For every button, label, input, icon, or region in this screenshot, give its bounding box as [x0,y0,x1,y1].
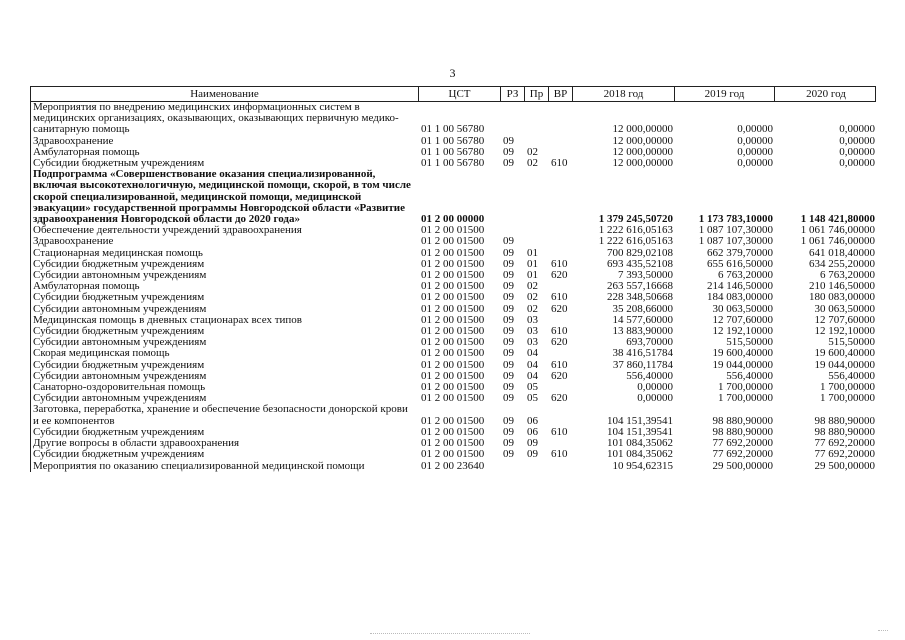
cell-name: Скорая медицинская помощь [33,347,170,360]
cell-2020: 1 061 746,00000 [800,224,875,237]
cell-name: Субсидии бюджетным учреждениям [33,448,205,461]
cell-2020: 30 063,50000 [814,302,875,315]
cell-name: Субсидии автономным учреждениям [33,302,207,315]
cell-rz: 09 [503,325,514,338]
cell-pr: 06 [527,414,538,427]
cell-name: Субсидии автономным учреждениям [33,269,207,282]
cell-vr: 620 [551,392,568,405]
cell-rz: 09 [503,448,514,461]
cell-2019: 1 087 107,30000 [698,235,773,248]
cell-2020: 515,50000 [828,336,875,349]
cell-cst: 01 2 00 01500 [421,246,485,259]
cell-vr: 610 [551,358,568,371]
table-row [31,348,876,359]
cell-2020: 6 763,20000 [820,269,875,282]
cell-name: Мероприятия по внедрению медицинских информационных систем в медицинских организациях, оказывающих, оказывающих первичную медико-санитарную помощь [33,101,399,136]
cell-2019: 98 880,90000 [712,414,773,427]
cell-name: Здравоохранение [33,134,114,147]
cell-cst: 01 1 00 56780 [421,123,485,136]
cell-cst: 01 2 00 01500 [421,437,485,450]
cell-cst: 01 2 00 01500 [421,302,485,315]
cell-cst: 01 2 00 01500 [421,414,485,427]
cell-rz: 09 [503,437,514,450]
cell-pr: 02 [527,145,538,158]
cell-2020: 1 700,00000 [820,381,875,394]
cell-pr: 01 [527,269,538,282]
cell-2018: 35 208,66000 [612,302,673,315]
cell-2019: 515,50000 [726,336,773,349]
cell-name: Субсидии бюджетным учреждениям [33,358,205,371]
cell-rz: 09 [503,347,514,360]
cell-2018: 10 954,62315 [612,459,673,472]
cell-cst: 01 2 00 01500 [421,313,485,326]
table-header [30,86,876,102]
cell-2020: 1 700,00000 [820,392,875,405]
cell-2020: 1 148 421,80000 [800,213,875,226]
cell-2020: 77 692,20000 [814,437,875,450]
cell-2019: 0,00000 [737,123,773,136]
cell-2019: 6 763,20000 [718,269,773,282]
cell-cst: 01 1 00 56780 [421,157,485,170]
cell-2020: 641 018,40000 [809,246,875,259]
header-vr: ВР [549,87,573,101]
cell-rz: 09 [503,358,514,371]
cell-pr: 09 [527,437,538,450]
cell-name: Санаторно-оздоровительная помощь [33,381,206,394]
cell-2019: 556,40000 [726,369,773,382]
cell-2019: 1 087 107,30000 [698,224,773,237]
header-2018: 2018 год [573,87,675,101]
cell-2018: 228 348,50668 [607,291,673,304]
cell-2019: 214 146,50000 [707,280,773,293]
cell-pr: 02 [527,291,538,304]
cell-2018: 1 222 616,05163 [598,224,673,237]
cell-pr: 04 [527,369,538,382]
cell-rz: 09 [503,369,514,382]
cell-rz: 09 [503,381,514,394]
cell-2019: 184 083,00000 [707,291,773,304]
cell-2019: 0,00000 [737,145,773,158]
cell-2018: 12 000,00000 [612,145,673,158]
cell-2019: 19 044,00000 [712,358,773,371]
cell-vr: 610 [551,291,568,304]
cell-2020: 98 880,90000 [814,414,875,427]
table-row [31,404,876,426]
cell-2019: 1 700,00000 [718,381,773,394]
cell-2019: 19 600,40000 [712,347,773,360]
cell-2020: 19 600,40000 [814,347,875,360]
cell-2019: 0,00000 [737,157,773,170]
cell-2018: 263 557,16668 [607,280,673,293]
cell-pr: 05 [527,381,538,394]
cell-vr: 610 [551,157,568,170]
cell-2020: 12 707,60000 [814,313,875,326]
cell-name: Субсидии автономным учреждениям [33,392,207,405]
cell-2019: 12 192,10000 [712,325,773,338]
cell-rz: 09 [503,257,514,270]
cell-2018: 101 084,35062 [607,437,673,450]
cell-2018: 14 577,60000 [612,313,673,326]
cell-2018: 104 151,39541 [607,425,673,438]
cell-name: Субсидии бюджетным учреждениям [33,425,205,438]
cell-vr: 610 [551,325,568,338]
cell-2020: 29 500,00000 [814,459,875,472]
cell-name: Субсидии бюджетным учреждениям [33,257,205,270]
cell-2019: 30 063,50000 [712,302,773,315]
table-row [31,102,876,136]
cell-2018: 0,00000 [637,381,673,394]
cell-2019: 1 173 783,10000 [698,213,773,226]
page-number: 3 [449,66,456,80]
cell-cst: 01 2 00 01500 [421,347,485,360]
cell-name: Стационарная медицинская помощь [33,246,203,259]
cell-2018: 1 379 245,50720 [598,213,673,226]
cell-2018: 700 829,02108 [607,246,673,259]
cell-2018: 693,70000 [626,336,673,349]
cell-name: Мероприятия по оказанию специализированной медицинской помощи [33,459,365,472]
cell-name: Здравоохранение [33,235,114,248]
cell-rz: 09 [503,145,514,158]
header-name: Наименование [31,87,419,101]
cell-cst: 01 2 00 01500 [421,392,485,405]
cell-name: Заготовка, переработка, хранение и обеспечение безопасности донорской крови и ее компонентов [33,403,408,427]
cell-2018: 38 416,51784 [612,347,673,360]
cell-2019: 29 500,00000 [712,459,773,472]
cell-2018: 12 000,00000 [612,123,673,136]
cell-pr: 01 [527,257,538,270]
cell-pr: 09 [527,448,538,461]
cell-rz: 09 [503,291,514,304]
cell-2020: 0,00000 [839,157,875,170]
cell-name: Субсидии автономным учреждениям [33,336,207,349]
cell-rz: 09 [503,313,514,326]
cell-cst: 01 2 00 01500 [421,325,485,338]
cell-cst: 01 2 00 01500 [421,257,485,270]
table-row [31,236,876,247]
cell-2020: 1 061 746,00000 [800,235,875,248]
bottom-scan-mark-right [878,630,888,635]
cell-rz: 09 [503,302,514,315]
cell-2018: 0,00000 [637,392,673,405]
cell-2020: 12 192,10000 [814,325,875,338]
cell-2019: 655 616,50000 [707,257,773,270]
cell-2020: 634 255,20000 [809,257,875,270]
cell-cst: 01 2 00 01500 [421,369,485,382]
cell-vr: 620 [551,302,568,315]
cell-2020: 210 146,50000 [809,280,875,293]
cell-name: Амбулаторная помощь [33,145,140,158]
cell-name: Другие вопросы в области здравоохранения [33,437,240,450]
cell-pr: 06 [527,425,538,438]
cell-2020: 77 692,20000 [814,448,875,461]
cell-pr: 05 [527,392,538,405]
cell-2020: 0,00000 [839,145,875,158]
cell-2019: 77 692,20000 [712,448,773,461]
header-pr: Пр [525,87,549,101]
cell-2018: 1 222 616,05163 [598,235,673,248]
cell-cst: 01 2 00 01500 [421,280,485,293]
cell-name: Субсидии бюджетным учреждениям [33,325,205,338]
cell-2019: 662 379,70000 [707,246,773,259]
cell-2018: 104 151,39541 [607,414,673,427]
header-rz: РЗ [501,87,525,101]
header-2020: 2020 год [806,88,846,100]
cell-vr: 620 [551,269,568,282]
cell-name: Подпрограмма «Совершенствование оказания специализированной, включая высокотехнологичную, медицинской помощи, скорой, в том числе скорой специализированной, медицинской помощи, медицинской эвакуации» государственной программы Новгородской области «Развитие здравоохранения Новгородской области до 2020 года» [33,168,411,226]
cell-name: Субсидии бюджетным учреждениям [33,291,205,304]
cell-cst: 01 1 00 56780 [421,145,485,158]
table-row [31,449,876,460]
cell-2020: 180 083,00000 [809,291,875,304]
table-row [31,461,876,472]
cell-vr: 610 [551,257,568,270]
cell-rz: 09 [503,414,514,427]
cell-2020: 0,00000 [839,134,875,147]
cell-cst: 01 2 00 01500 [421,336,485,349]
cell-2018: 12 000,00000 [612,157,673,170]
cell-2018: 37 860,11784 [612,358,673,371]
budget-table [30,86,876,472]
cell-2020: 19 044,00000 [814,358,875,371]
cell-2019: 98 880,90000 [712,425,773,438]
cell-2019: 1 700,00000 [718,392,773,405]
cell-pr: 04 [527,358,538,371]
cell-pr: 03 [527,336,538,349]
cell-cst: 01 1 00 56780 [421,134,485,147]
table-body [30,102,876,472]
bottom-scan-marks [370,633,530,636]
cell-2019: 77 692,20000 [712,437,773,450]
cell-pr: 03 [527,325,538,338]
cell-pr: 01 [527,246,538,259]
header-2019: 2019 год [675,87,775,101]
cell-pr: 03 [527,313,538,326]
cell-vr: 610 [551,448,568,461]
cell-pr: 02 [527,302,538,315]
cell-cst: 01 2 00 01500 [421,269,485,282]
cell-vr: 620 [551,369,568,382]
cell-rz: 09 [503,157,514,170]
cell-2018: 12 000,00000 [612,134,673,147]
cell-2020: 0,00000 [839,123,875,136]
cell-2020: 556,40000 [828,369,875,382]
cell-2018: 13 883,90000 [612,325,673,338]
header-cst: ЦСТ [419,87,501,101]
table-row [31,292,876,303]
cell-2018: 101 084,35062 [607,448,673,461]
cell-cst: 01 2 00 01500 [421,235,485,248]
cell-cst: 01 2 00 01500 [421,358,485,371]
cell-name: Медицинская помощь в дневных стационарах всех типов [33,313,302,326]
cell-2020: 98 880,90000 [814,425,875,438]
cell-rz: 09 [503,336,514,349]
cell-cst: 01 2 00 23640 [421,459,485,472]
cell-name: Обеспечение деятельности учреждений здравоохранения [33,224,302,237]
cell-cst: 01 2 00 01500 [421,291,485,304]
cell-name: Субсидии бюджетным учреждениям [33,157,205,170]
cell-name: Амбулаторная помощь [33,280,140,293]
cell-2019: 12 707,60000 [712,313,773,326]
cell-pr: 02 [527,157,538,170]
cell-2019: 0,00000 [737,134,773,147]
cell-2018: 693 435,52108 [607,257,673,270]
cell-rz: 09 [503,134,514,147]
cell-rz: 09 [503,392,514,405]
cell-2018: 556,40000 [626,369,673,382]
cell-cst: 01 2 00 01500 [421,224,485,237]
cell-rz: 09 [503,425,514,438]
cell-cst: 01 2 00 01500 [421,381,485,394]
cell-rz: 09 [503,235,514,248]
cell-pr: 02 [527,280,538,293]
cell-pr: 04 [527,347,538,360]
cell-vr: 620 [551,336,568,349]
cell-cst: 01 2 00 01500 [421,425,485,438]
cell-vr: 610 [551,425,568,438]
cell-name: Субсидии автономным учреждениям [33,369,207,382]
cell-cst: 01 2 00 01500 [421,448,485,461]
cell-2018: 7 393,50000 [618,269,673,282]
cell-rz: 09 [503,269,514,282]
table-row [31,169,876,225]
cell-cst: 01 2 00 00000 [421,213,485,226]
cell-rz: 09 [503,280,514,293]
cell-rz: 09 [503,246,514,259]
